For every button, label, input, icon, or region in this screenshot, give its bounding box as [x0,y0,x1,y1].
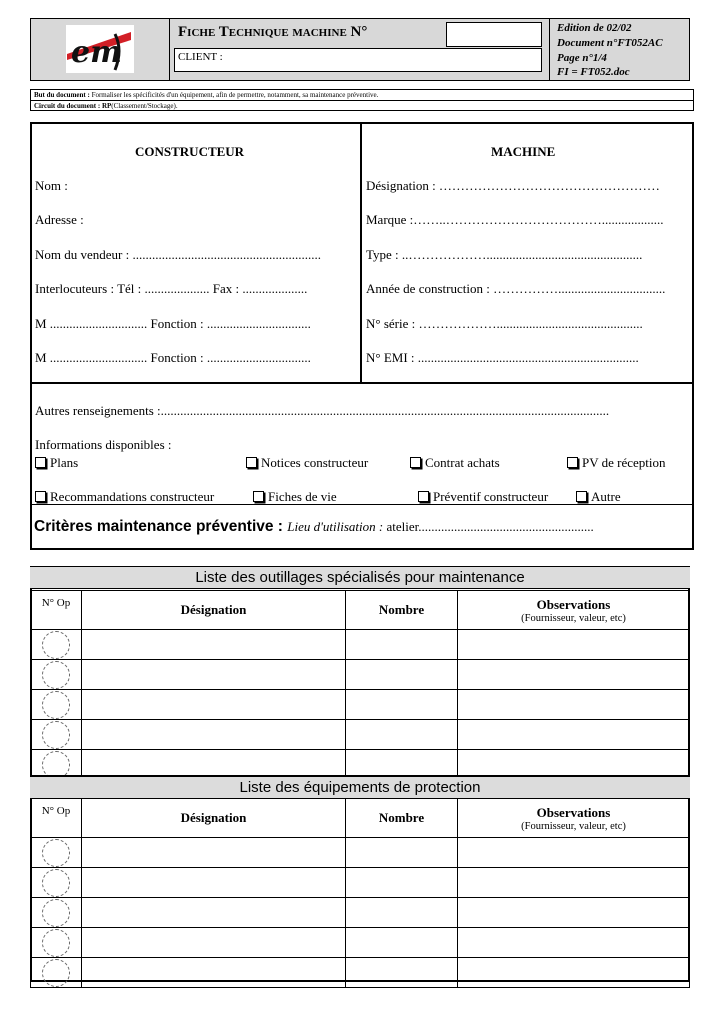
op-circle-icon[interactable] [42,899,70,927]
table-cell[interactable] [346,898,458,928]
client-label: CLIENT : [178,51,223,63]
table-row [31,838,690,868]
checkbox-autre[interactable]: Autre [576,489,621,505]
col-observations: Observations (Fournisseur, valeur, etc) [458,591,690,630]
op-circle-icon[interactable] [42,839,70,867]
table-header-row [31,799,690,838]
table-cell[interactable] [346,838,458,868]
constructeur-heading: CONSTRUCTEUR [135,144,245,159]
table1-title: Liste des outillages spécialisés pour maintenance [30,567,690,589]
checkbox-preventif[interactable]: Préventif constructeur [418,489,548,505]
logo-cell [30,18,170,81]
circuit-line: Circuit du document : RP(Classement/Stockage). [34,102,178,110]
col-designation: Désignation [82,591,346,630]
nom-field[interactable]: Nom : [35,178,68,193]
table-cell[interactable] [346,928,458,958]
serie-field[interactable]: N° série : ………………............................................. [366,316,643,331]
svg-text:em: em [71,35,122,70]
table-row [31,690,690,720]
table-cell[interactable] [458,630,690,660]
checkbox-fiches[interactable]: Fiches de vie [253,489,337,505]
checkbox-icon [35,457,46,468]
table-cell[interactable] [82,630,346,660]
divider [30,382,694,384]
contact-2-field[interactable]: M .............................. Fonction : ................................ [35,350,311,365]
column-divider [360,122,362,384]
lieu-value[interactable]: atelier...................................................... [386,519,594,534]
type-field[interactable]: Type : ..………………................................................ [366,247,643,262]
table-cell[interactable] [458,868,690,898]
checkbox-icon [567,457,578,468]
checkbox-recommandations[interactable]: Recommandations constructeur [35,489,214,505]
table-cell[interactable] [346,690,458,720]
op-circle-icon[interactable] [42,869,70,897]
contact-1-field[interactable]: M .............................. Fonction : ................................ [35,316,311,331]
table-cell[interactable] [82,720,346,750]
table-cell[interactable] [458,958,690,988]
table-row [31,720,690,750]
checkbox-icon [410,457,421,468]
machine-number-field[interactable] [446,22,542,47]
checkbox-notices[interactable]: Notices constructeur [246,455,368,471]
company-logo [65,24,135,74]
table-cell[interactable] [346,630,458,660]
table-cell[interactable] [82,898,346,928]
table-cell[interactable] [346,660,458,690]
tel-fax-field[interactable]: Interlocuteurs : Tél : .................... Fax : .................... [35,281,308,296]
annee-field[interactable]: Année de construction : ……………................................. [366,281,666,296]
op-circle-icon[interactable] [42,721,70,749]
emi-number-field[interactable]: N° EMI : .................................................................... [366,350,639,365]
edition-text: Edition de 02/02 [557,22,632,34]
table-row [31,898,690,928]
op-circle-icon[interactable] [42,959,70,987]
divider [30,100,694,101]
col-nombre: Nombre [346,799,458,838]
table-cell[interactable] [346,720,458,750]
op-circle-icon[interactable] [42,691,70,719]
marque-field[interactable]: Marque :……..………………………………................... [366,212,664,227]
infos-label: Informations disponibles : [35,437,172,452]
table-cell[interactable] [82,690,346,720]
checkbox-plans[interactable]: Plans [35,455,78,471]
table-cell[interactable] [458,928,690,958]
op-circle-icon[interactable] [42,661,70,689]
table-cell[interactable] [458,838,690,868]
table2-title: Liste des équipements de protection [30,775,690,799]
outillages-table [30,590,690,780]
table-row [31,630,690,660]
table-row [31,958,690,988]
page-number: Page n°1/4 [557,52,607,64]
adresse-field[interactable]: Adresse : [35,212,84,227]
table-cell[interactable] [82,868,346,898]
table-row [31,868,690,898]
table-cell[interactable] [82,928,346,958]
col-op: N° Op [31,591,82,630]
checkbox-icon [418,491,429,502]
table-cell[interactable] [458,690,690,720]
document-number: Document n°FT052AC [557,37,663,49]
designation-field[interactable]: Désignation : …………………………………………… [366,178,660,193]
checkbox-icon [576,491,587,502]
table-cell[interactable] [458,660,690,690]
protection-table [30,798,690,988]
checkbox-pv[interactable]: PV de réception [567,455,666,471]
col-nombre: Nombre [346,591,458,630]
table-row [31,660,690,690]
table-cell[interactable] [458,898,690,928]
table-cell[interactable] [82,958,346,988]
checkbox-icon [246,457,257,468]
criteres-heading: Critères maintenance préventive : Lieu d'utilisation : atelier...................................................... [34,518,594,535]
purpose-line: But du document : Formaliser les spécificités d'un équipement, afin de permettre, notamment, sa maintenance préventive. [34,91,379,99]
table-cell[interactable] [82,660,346,690]
client-field[interactable] [174,48,542,72]
table-header-row [31,591,690,630]
col-op: N° Op [31,799,82,838]
table-cell[interactable] [82,838,346,868]
checkbox-contrat[interactable]: Contrat achats [410,455,500,471]
col-observations: Observations (Fournisseur, valeur, etc) [458,799,690,838]
checkbox-icon [253,491,264,502]
op-circle-icon[interactable] [42,929,70,957]
checkbox-icon [35,491,46,502]
table-cell[interactable] [346,958,458,988]
machine-heading: MACHINE [491,144,556,159]
col-designation: Désignation [82,799,346,838]
table-cell[interactable] [346,868,458,898]
table-cell[interactable] [458,720,690,750]
vendeur-field[interactable]: Nom du vendeur : .......................................................... [35,247,321,262]
form-title: Fiche Technique machine N° [178,24,368,40]
table-row [31,928,690,958]
autres-field[interactable]: Autres renseignements :.......................................................................................................................................... [35,403,610,418]
op-circle-icon[interactable] [42,631,70,659]
file-name: FI = FT052.doc [557,66,630,78]
